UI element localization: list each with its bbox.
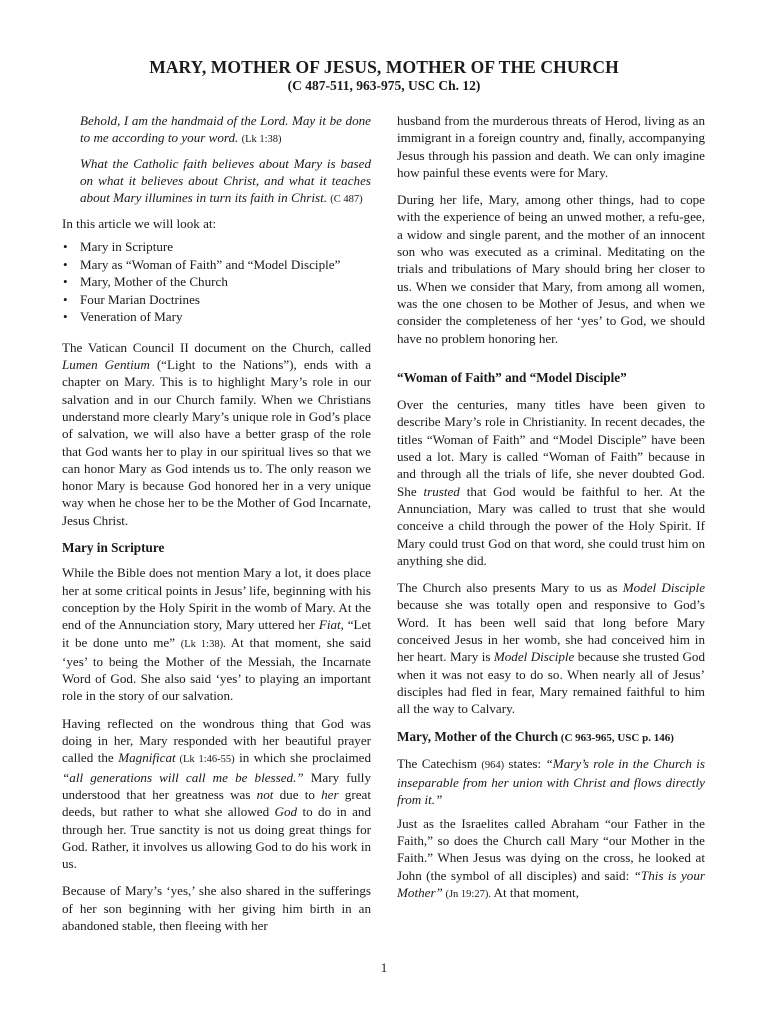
- article-topics-list: [62, 238, 371, 326]
- page-subtitle: (C 487-511, 963-975, USC Ch. 12): [287, 78, 481, 93]
- list-item: • Mary in Scripture: [63, 239, 174, 255]
- right-column: [397, 112, 705, 913]
- paragraph-sufferings: Because of Mary’s ‘yes,’ she also shared in the sufferings of her son beginning with her giving him birth in an abandoned stable, then fleeing with her: [62, 883, 371, 933]
- paragraph-model-disciple: The Church also presents Mary to us as Model Disciple because she was totally open and responsive to God’s Word. It has been well said that long before Mary conceived Jesus in her womb, she had conceived him in her heart. Mary is Model Disciple because she trusted God when it was not easy to do so. When nearly all of Jesus’ disciples had fled in fear, Mary remained faithful to him all the way to Calvary.: [397, 580, 706, 717]
- left-column: [62, 112, 371, 944]
- epigraph-quote-2: What the Catholic faith believes about Mary is based on what it believes about Christ, and what it teaches about Mary illumines in turn its faith in Christ. (C 487): [80, 156, 371, 205]
- list-item: • Mary as “Woman of Faith” and “Model Disciple”: [63, 256, 341, 272]
- page-number: 1: [380, 960, 388, 975]
- list-item: • Veneration of Mary: [63, 309, 183, 325]
- list-item: • Mary, Mother of the Church: [63, 274, 228, 290]
- paragraph-her-life: During her life, Mary, among other things, had to cope with the experience of being an unwed mother, a refu-gee, a widow and single parent, and the mother of an innocent son who was executed as a criminal. Meditating on the trials and tribulations of Mary should bring her closer to us. When we consider that Mary, from among all women, was the one chosen to be Mother of Jesus, and when we consider the completeness of her ‘yes’ to God, we should have no problem honoring her.: [397, 192, 705, 346]
- paragraph-vatican-council: The Vatican Council II document on the Church, called Lumen Gentium (“Light to the Nations”), ends with a chapter on Mary. This is to highlight Mary’s role in our salvation and in our Church family. When we Christians understand more clearly Mary’s unique role in God’s place of salvation, we will also have a better grasp of the role that God wants her to play in our spiritual lives so that we can honor Mary as God intends us to. The only reason we honor Mary is because God honored her in a very unique way when he chose her to be the Mother of God Incarnate, Jesus Christ.: [62, 339, 372, 528]
- quote-2-reference: (C 487): [330, 194, 363, 205]
- section-heading-mother-of-church: Mary, Mother of the Church (C 963-965, USC p. 146): [397, 728, 674, 744]
- paragraph-abraham: Just as the Israelites called Abraham “our Father in the Faith,” so does the Church call Mary “our Mother in the Faith.” When Jesus was dying on the cross, he looked at John (the symbol of all disciples) and said: “This is your Mother” (Jn 19:27). At that moment,: [397, 815, 705, 900]
- intro-text: In this article we will look at:: [62, 216, 217, 231]
- section-heading-woman-of-faith: “Woman of Faith” and “Model Disciple”: [397, 369, 627, 385]
- paragraph-scripture: While the Bible does not mention Mary a lot, it does place her at some critical points in Jesus’ life, beginning with his conception by the Holy Spirit in the womb of Mary. At the end of the Annunciation story, Mary uttered her Fiat, “Let it be done unto me” (Lk 1:38). At that moment, she said ‘yes’ to being the Mother of the Messiah, the Incarnate Word of God. She also said ‘yes’ to playing an important role in the story of our salvation.: [62, 565, 372, 704]
- epigraph-quote-1: Behold, I am the handmaid of the Lord. May it be done to me according to your word. (Lk 1:38): [80, 113, 371, 145]
- section-heading-mary-in-scripture: Mary in Scripture: [62, 540, 165, 556]
- paragraph-titles: Over the centuries, many titles have been given to describe Mary’s role in Christianity. In recent decades, the titles “Woman of Faith” and “Model Disciple” have been used a lot. Mary is called “Woman of Faith” because in and through all the trials of life, she never doubted God. She trusted that God would be faithful to her. At the Annunciation, Mary was called to trust that she would conceive a child through the power of the Holy Spirit. If Mary could trust God on that word, she could trust him on anything she did.: [397, 397, 705, 568]
- page-title: MARY, MOTHER OF JESUS, MOTHER OF THE CHURCH: [149, 57, 619, 77]
- list-item: • Four Marian Doctrines: [63, 291, 200, 307]
- paragraph-herod: husband from the murderous threats of Herod, living as an immigrant in a foreign country and, finally, accompanying Jesus through his passion and death. We can only imagine how painful these events were for Mary.: [397, 113, 705, 180]
- paragraph-catechism: The Catechism (964) states: “Mary’s role in the Church is inseparable from her union with Christ and flows directly from it.”: [397, 755, 705, 808]
- quote-1-reference: (Lk 1:38): [241, 134, 282, 145]
- paragraph-magnificat: Having reflected on the wondrous thing that God was doing in her, Mary responded with her beautiful prayer called the Magnificat (Lk 1:46-55) in which she proclaimed “all generations will call me be blessed.” Mary fully understood that her greatness was not due to her great deeds, but rather to what she allowed God to do in and through her. True sanctity is not us doing great things for God. Rather, it involves us allowing God to do his work in us.: [62, 715, 371, 872]
